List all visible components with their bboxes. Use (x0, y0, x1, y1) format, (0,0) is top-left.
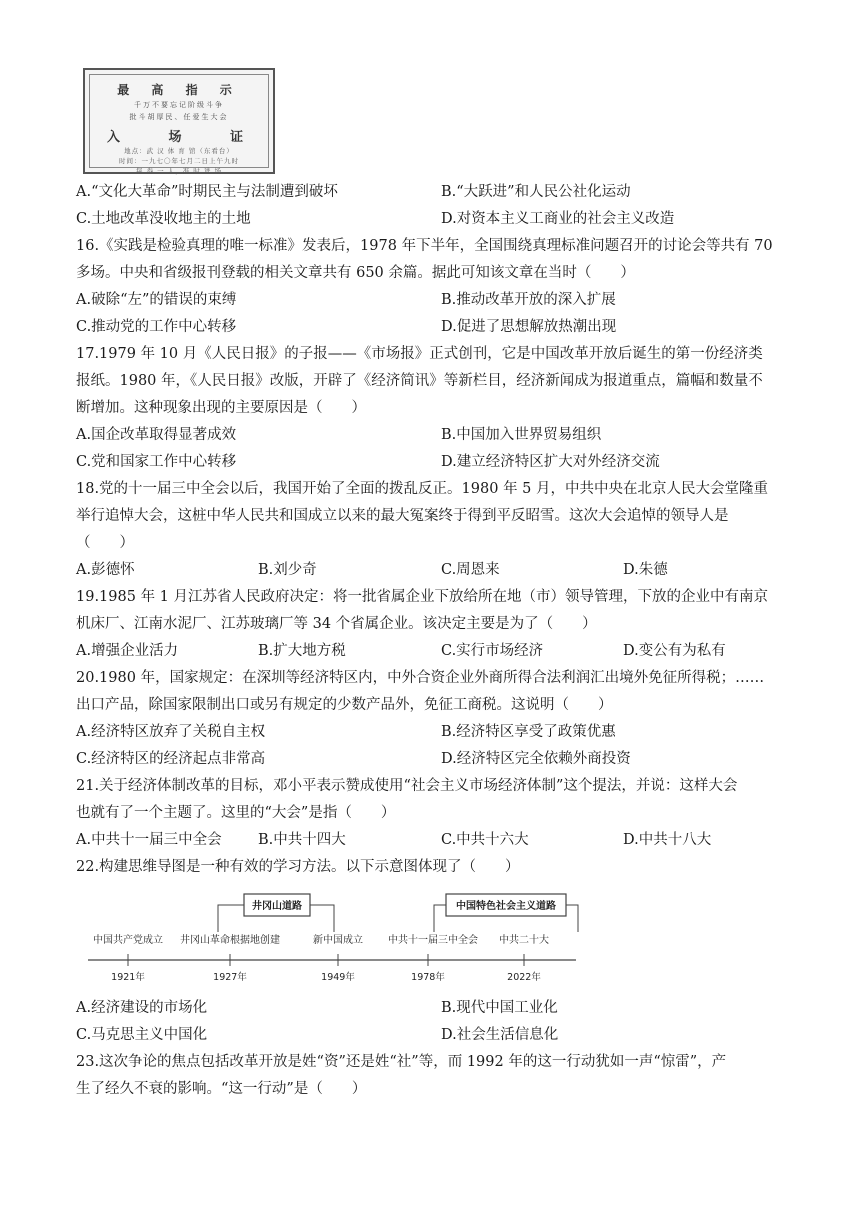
ticket-slogan-1: 千万不要忘记阶级斗争 (134, 101, 224, 109)
ticket-heading: 最 高 指 示 (117, 83, 241, 97)
q16-option-b: B.推动改革开放的深入扩展 (441, 292, 616, 308)
q17-option-d: D.建立经济特区扩大对外经济交流 (441, 454, 660, 470)
q20-option-a: A.经济特区放弃了关税自主权 (76, 724, 266, 740)
q18-option-d: D.朱德 (623, 562, 668, 578)
bracket-left-b (310, 905, 334, 932)
q20-option-b: B.经济特区享受了政策优惠 (441, 724, 616, 740)
bracket-left-a (218, 905, 244, 932)
q16-stem-line-2: 多场。中央和省级报刊登载的相关文章共有 650 余篇。据此可知该文章在当时（ ） (76, 265, 635, 281)
event-label-1: 中国共产党成立 (93, 935, 163, 946)
q17-option-b: B.中国加入世界贸易组织 (441, 427, 602, 443)
ticket-note: 每 券 一 人，准 时 进 场 (136, 167, 222, 175)
q19-option-a: A.增强企业活力 (76, 643, 179, 659)
year-label-4: 1978年 (411, 972, 445, 983)
q17-stem-line-2: 报纸。1980 年，《人民日报》改版，开辟了《经济简讯》等新栏目，经济新闻成为报道重点，篇幅和数量不 (76, 373, 763, 389)
q16-stem-line-1: 16.《实践是检验真理的唯一标准》发表后，1978 年下半年，全国围绕真理标准问题召开的讨论会等共有 70 (76, 238, 773, 254)
q21-stem-line-2: 也就有了一个主题了。这里的“大会”是指（ ） (76, 805, 396, 821)
ticket-location: 地点：武 汉 体 育 馆（东看台） (124, 147, 234, 155)
q23-stem-line-1: 23.这次争论的焦点包括改革开放是姓“资”还是姓“社”等，而 1992 年的这一行动犹如一声“惊雷”，产 (76, 1054, 727, 1070)
q21-option-b: B.中共十四大 (258, 832, 346, 848)
timeline-svg (88, 888, 588, 988)
event-label-5: 中共二十大 (499, 935, 549, 946)
event-label-2: 井冈山革命根据地创建 (180, 935, 280, 946)
q20-option-d: D.经济特区完全依赖外商投资 (441, 751, 631, 767)
box-left-label: 井冈山道路 (252, 901, 302, 912)
event-label-3: 新中国成立 (313, 935, 363, 946)
q22-option-a: A.经济建设的市场化 (76, 1000, 208, 1016)
year-label-2: 1927年 (213, 972, 247, 983)
bracket-right-a (434, 905, 446, 932)
q16-option-c: C.推动党的工作中心转移 (76, 319, 237, 335)
q22-option-c: C.马克思主义中国化 (76, 1027, 208, 1043)
q20-option-c: C.经济特区的经济起点非常高 (76, 751, 266, 767)
timeline-diagram (88, 888, 588, 988)
q21-option-a: A.中共十一届三中全会 (76, 832, 222, 848)
q17-option-a: A.国企改革取得显著成效 (76, 427, 237, 443)
q15-option-d: D.对资本主义工商业的社会主义改造 (441, 211, 675, 227)
ticket-time: 时间：一九七〇年七月二日上午九时 (119, 157, 239, 165)
q17-option-c: C.党和国家工作中心转移 (76, 454, 237, 470)
q17-stem-line-1: 17.1979 年 10 月《人民日报》的子报——《市场报》正式创刊，它是中国改革开放后诞生的第一份经济类 (76, 346, 763, 362)
event-label-4: 中共十一届三中全会 (388, 935, 478, 946)
q23-stem-line-2: 生了经久不衰的影响。“这一行动”是（ ） (76, 1081, 367, 1097)
q18-stem-line-1: 18.党的十一届三中全会以后，我国开始了全面的拨乱反正。1980 年 5 月，中共中央在北京人民大会堂隆重 (76, 481, 769, 497)
q22-option-b: B.现代中国工业化 (441, 1000, 558, 1016)
ticket-title: 入 场 证 (106, 130, 266, 145)
q19-stem-line-1: 19.1985 年 1 月江苏省人民政府决定：将一批省属企业下放给所在地（市）领导管理，下放的企业中有南京 (76, 589, 769, 605)
q18-option-c: C.周恩来 (441, 562, 500, 578)
year-label-3: 1949年 (321, 972, 355, 983)
q15-option-c: C.土地改革没收地主的土地 (76, 211, 251, 227)
q19-option-c: C.实行市场经济 (441, 643, 544, 659)
q18-option-a: A.彭德怀 (76, 562, 135, 578)
ticket-slogan-2: 批斗胡厚民、任爱生大会 (129, 113, 229, 121)
year-label-5: 2022年 (507, 972, 541, 983)
q15-option-a: A.“文化大革命”时期民主与法制遭到破坏 (76, 184, 338, 200)
q16-option-a: A.破除“左”的错误的束缚 (76, 292, 237, 308)
box-right-label: 中国特色社会主义道路 (456, 901, 556, 912)
q19-option-b: B.扩大地方税 (258, 643, 346, 659)
q18-stem-line-2: 举行追悼大会，这桩中华人民共和国成立以来的最大冤案终于得到平反昭雪。这次大会追悼的领导人是 (76, 508, 729, 524)
q16-option-d: D.促进了思想解放热潮出现 (441, 319, 617, 335)
bracket-right-b (566, 905, 578, 932)
q18-stem-line-3: （ ） (76, 535, 134, 551)
q20-stem-line-1: 20.1980 年，国家规定：在深圳等经济特区内，中外合资企业外商所得合法利润汇出境外免征所得税；…… (76, 670, 765, 686)
q19-option-d: D.变公有为私有 (623, 643, 726, 659)
q18-option-b: B.刘少奇 (258, 562, 317, 578)
q21-option-d: D.中共十八大 (623, 832, 712, 848)
q17-stem-line-3: 断增加。这种现象出现的主要原因是（ ） (76, 400, 366, 416)
q15-option-b: B.“大跃进”和人民公社化运动 (441, 184, 631, 200)
ticket-border (89, 74, 269, 175)
q20-stem-line-2: 出口产品，除国家限制出口或另有规定的少数产品外，免征工商税。这说明（ ） (76, 697, 613, 713)
year-label-1: 1921年 (111, 972, 145, 983)
q22-stem-line-1: 22.构建思维导图是一种有效的学习方法。以下示意图体现了（ ） (76, 859, 520, 875)
q21-option-c: C.中共十六大 (441, 832, 529, 848)
admission-ticket-image (83, 68, 275, 174)
q21-stem-line-1: 21.关于经济体制改革的目标，邓小平表示赞成使用“社会主义市场经济体制”这个提法，并说：这样大会 (76, 778, 738, 794)
q19-stem-line-2: 机床厂、江南水泥厂、江苏玻璃厂等 34 个省属企业。该决定主要是为了（ ） (76, 616, 597, 632)
q22-option-d: D.社会生活信息化 (441, 1027, 559, 1043)
